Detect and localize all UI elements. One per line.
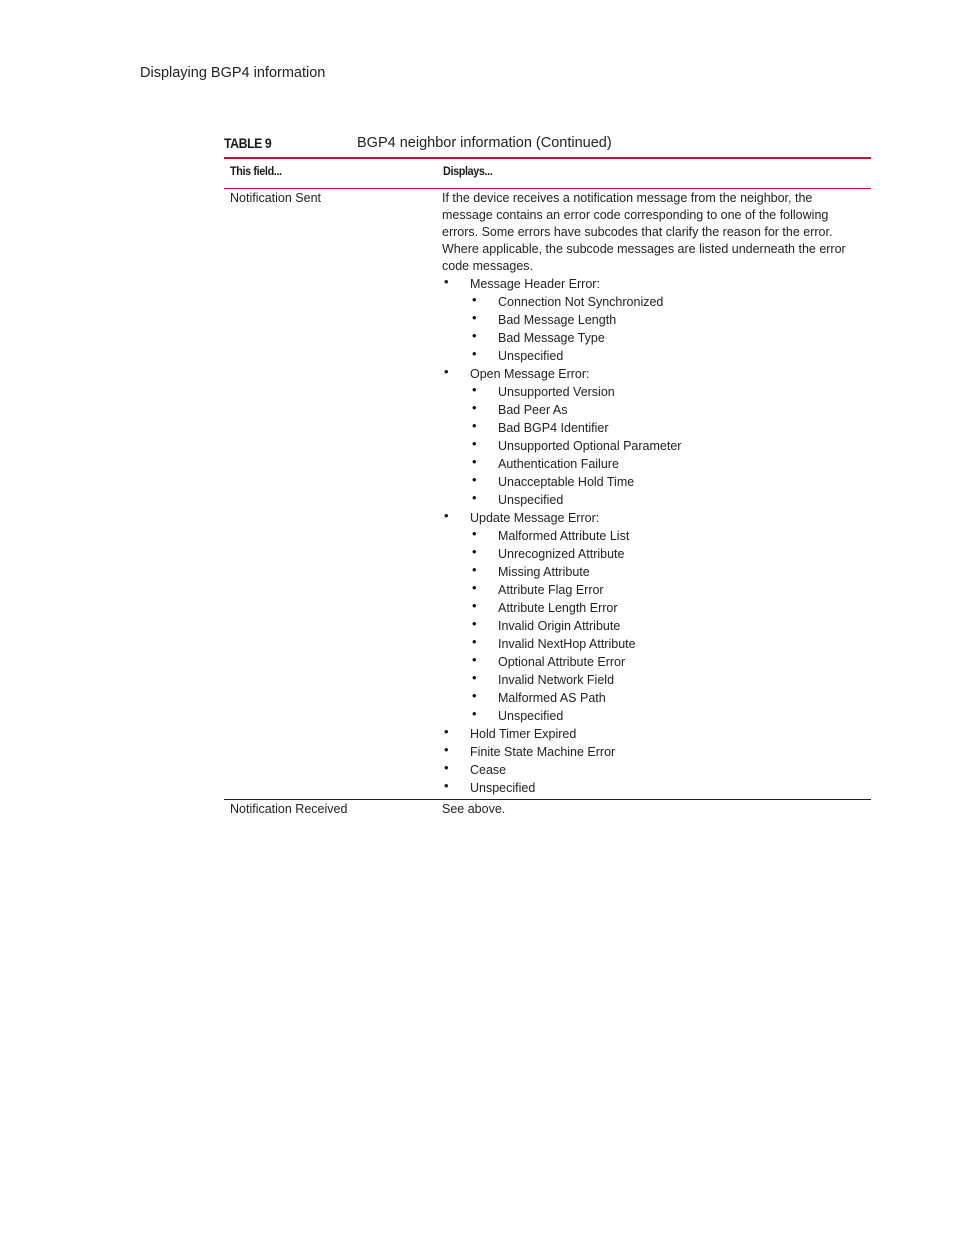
subcode-label: Bad Message Type — [498, 331, 605, 345]
subcode-label: Connection Not Synchronized — [498, 295, 664, 309]
subcode-label: Unspecified — [498, 349, 564, 363]
subcode-label: Malformed Attribute List — [498, 529, 630, 543]
error-code-label: Open Message Error: — [470, 367, 590, 381]
bullet-icon: • — [444, 760, 449, 775]
bullet-icon: • — [444, 778, 449, 793]
error-code-item — [442, 275, 862, 365]
bullet-icon: • — [472, 382, 477, 397]
error-code-item — [442, 365, 862, 509]
description-text: If the device receives a notification message from the neighbor, the message contains an error code corresponding to one of the following errors. Some errors have subcodes that clarify the reason for the error. Where applicable, the subcode messages are listed underneath the error code messages. — [442, 191, 846, 273]
bullet-icon: • — [472, 454, 477, 469]
subcode-item — [470, 455, 862, 473]
bullet-icon: • — [472, 328, 477, 343]
bullet-icon: • — [444, 274, 449, 289]
subcode-item — [470, 689, 862, 707]
subcode-list — [470, 293, 862, 365]
subcode-item — [470, 311, 862, 329]
bullet-icon: • — [472, 562, 477, 577]
subcode-item — [470, 563, 862, 581]
subcode-item — [470, 599, 862, 617]
error-code-item — [442, 779, 862, 797]
bullet-icon: • — [472, 472, 477, 487]
table-row — [224, 800, 871, 824]
subcode-item — [470, 491, 862, 509]
subcode-label: Invalid Origin Attribute — [498, 619, 621, 633]
subcode-item — [470, 527, 862, 545]
bullet-icon: • — [472, 580, 477, 595]
bullet-icon: • — [444, 742, 449, 757]
error-code-list — [442, 275, 862, 797]
subcode-item — [470, 293, 862, 311]
table-header-row — [224, 159, 871, 189]
subcode-label: Unspecified — [498, 493, 564, 507]
error-code-label: Update Message Error: — [470, 511, 600, 525]
subcode-item — [470, 419, 862, 437]
subcode-list — [470, 527, 862, 725]
subcode-item — [470, 473, 862, 491]
subcode-label: Attribute Length Error — [498, 601, 618, 615]
bullet-icon: • — [444, 364, 449, 379]
bullet-icon: • — [472, 292, 477, 307]
subcode-label: Unsupported Optional Parameter — [498, 439, 682, 453]
subcode-label: Authentication Failure — [498, 457, 619, 471]
bullet-icon: • — [472, 526, 477, 541]
header-this-field: This field... — [230, 164, 282, 178]
subcode-item — [470, 653, 862, 671]
error-code-label: Unspecified — [470, 781, 536, 795]
subcode-item — [470, 401, 862, 419]
subcode-list — [470, 383, 862, 509]
subcode-label: Bad Message Length — [498, 313, 617, 327]
subcode-label: Bad BGP4 Identifier — [498, 421, 609, 435]
subcode-item — [470, 707, 862, 725]
error-code-item — [442, 725, 862, 743]
subcode-item — [470, 383, 862, 401]
subcode-label: Optional Attribute Error — [498, 655, 626, 669]
error-code-item — [442, 509, 862, 725]
field-description: See above. — [442, 802, 506, 816]
subcode-item — [470, 329, 862, 347]
subcode-label: Attribute Flag Error — [498, 583, 604, 597]
bullet-icon: • — [472, 400, 477, 415]
subcode-item — [470, 437, 862, 455]
bullet-icon: • — [472, 544, 477, 559]
bullet-icon: • — [472, 490, 477, 505]
subcode-label: Invalid Network Field — [498, 673, 615, 687]
subcode-item — [470, 635, 862, 653]
bullet-icon: • — [472, 688, 477, 703]
subcode-item — [470, 347, 862, 365]
table-number: TABLE 9 — [224, 135, 272, 151]
bullet-icon: • — [472, 598, 477, 613]
subcode-label: Unrecognized Attribute — [498, 547, 625, 561]
bullet-icon: • — [472, 616, 477, 631]
field-description — [442, 190, 862, 797]
subcode-label: Missing Attribute — [498, 565, 590, 579]
subcode-label: Unacceptable Hold Time — [498, 475, 635, 489]
subcode-label: Bad Peer As — [498, 403, 568, 417]
table-row — [224, 189, 871, 800]
bullet-icon: • — [472, 436, 477, 451]
bgp4-neighbor-table — [224, 157, 871, 824]
field-name: Notification Sent — [230, 191, 322, 205]
subcode-label: Malformed AS Path — [498, 691, 606, 705]
table-title: BGP4 neighbor information (Continued) — [357, 135, 612, 151]
subcode-item — [470, 545, 862, 563]
bullet-icon: • — [472, 706, 477, 721]
error-code-item — [442, 743, 862, 761]
error-code-label: Hold Timer Expired — [470, 727, 577, 741]
subcode-item — [470, 581, 862, 599]
bullet-icon: • — [472, 670, 477, 685]
error-code-label: Cease — [470, 763, 507, 777]
error-code-label: Finite State Machine Error — [470, 745, 616, 759]
subcode-item — [470, 671, 862, 689]
error-code-label: Message Header Error: — [470, 277, 600, 291]
bullet-icon: • — [472, 346, 477, 361]
header-displays: Displays... — [443, 164, 493, 178]
bullet-icon: • — [444, 508, 449, 523]
bullet-icon: • — [472, 418, 477, 433]
bullet-icon: • — [472, 310, 477, 325]
bullet-icon: • — [472, 634, 477, 649]
field-name: Notification Received — [230, 802, 348, 816]
table-caption — [224, 135, 871, 155]
subcode-item — [470, 617, 862, 635]
subcode-label: Unsupported Version — [498, 385, 615, 399]
bullet-icon: • — [472, 652, 477, 667]
error-code-item — [442, 761, 862, 779]
subcode-label: Invalid NextHop Attribute — [498, 637, 636, 651]
bullet-icon: • — [444, 724, 449, 739]
running-header: Displaying BGP4 information — [140, 65, 326, 81]
subcode-label: Unspecified — [498, 709, 564, 723]
